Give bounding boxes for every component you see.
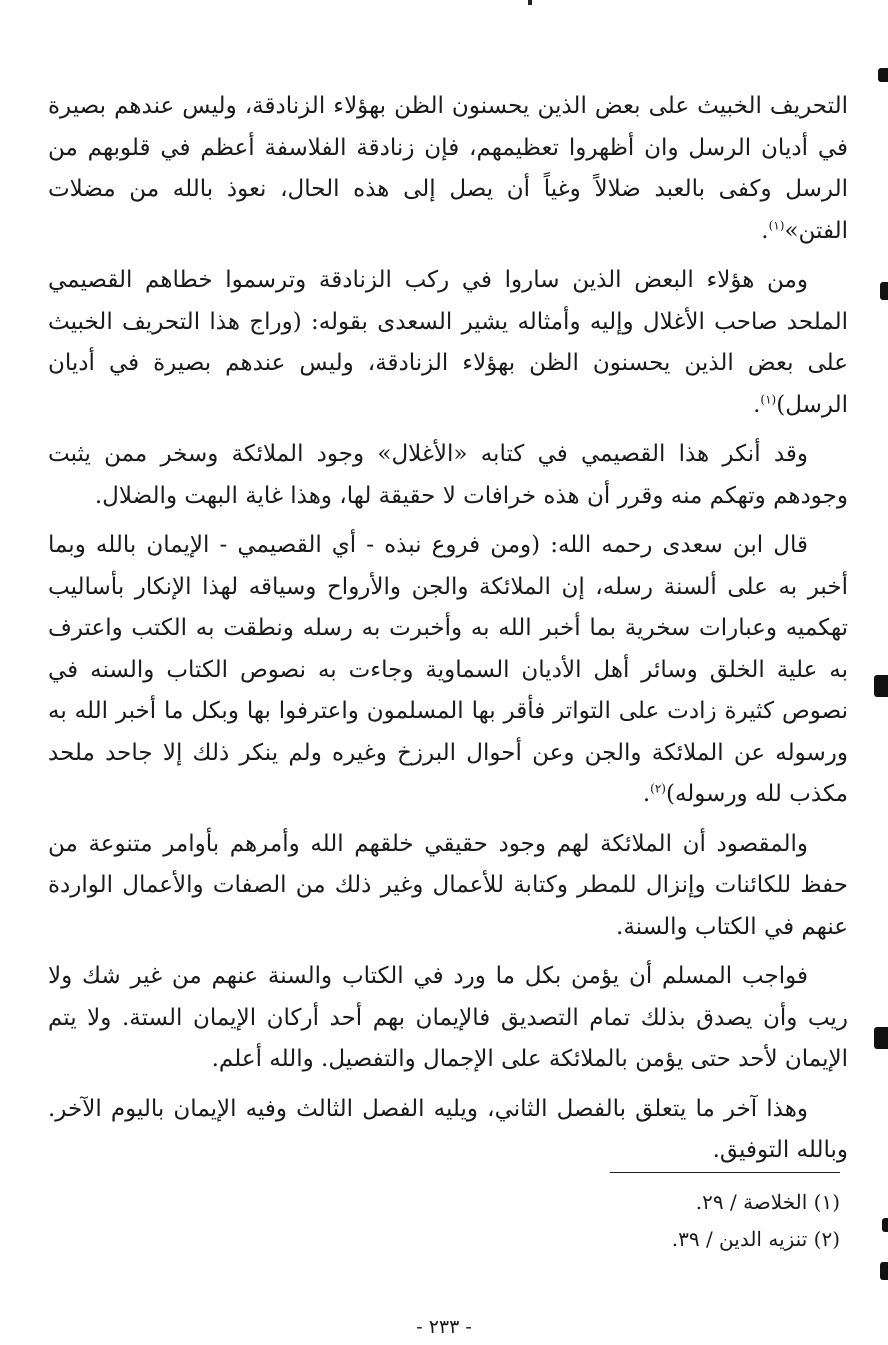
paragraph-5	[48, 824, 848, 949]
top-ink-mark	[528, 0, 532, 5]
paragraph-1-end: .	[761, 217, 769, 244]
paragraph-7	[48, 1089, 848, 1172]
paragraph-6	[48, 956, 848, 1081]
paragraph-4-end: .	[642, 781, 651, 807]
paragraph-2-text: ومن هؤلاء البعض الذين ساروا في ركب الزنادقة وترسموا خطاهم القصيمي الملحد صاحب الأغلال وإليه وأمثاله يشير السعدى بقوله: (وراج هذا التحريف الخبيث على بعض الذين يحسنون الظن بهؤلاء الزنادقة، وليس عندهم بصيرة في أديان الرسل)	[48, 267, 848, 418]
paragraph-3	[48, 434, 848, 517]
footnote-2: (٢) تنزيه الدين / ٣٩.	[671, 1227, 840, 1251]
paragraph-1	[48, 86, 848, 252]
page-number: - ٢٣٣ -	[416, 1316, 472, 1338]
paragraph-7-text: وهذا آخر ما يتعلق بالفصل الثاني، ويليه الفصل الثالث وفيه الإيمان باليوم الآخر. وبالله التوفيق.	[48, 1095, 848, 1163]
margin-ink-mark	[880, 1262, 888, 1280]
body-text	[48, 86, 848, 1180]
paragraph-4-text: قال ابن سعدى رحمه الله: (ومن فروع نبذه - أي القصيمي - الإيمان بالله وبما أخبر به على ألسنة رسله، إن الملائكة والجن والأرواح وسياقه لهذا الإنكار بأساليب تهكميه وعبارات سخرية بما أخبر الله به وأخبرت به رسله ونطقت به الكتب واعترف به علية الخلق وسائر أهل الأديان السماوية وجاءت به نصوص الكتاب والسنه في نصوص كثيرة زادت على التواتر فأقر بها المسلمون واعترفوا بها وبكل ما أخبر الله به ورسوله عن الملائكة والجن وعن أحوال البرزخ وغيره ولم ينكر ذلك إلا جاحد ملحد مكذب لله ورسوله)	[48, 532, 848, 807]
margin-ink-mark	[878, 68, 888, 82]
margin-ink-mark	[874, 675, 888, 697]
footnote-divider	[610, 1172, 840, 1173]
paragraph-3-text: وقد أنكر هذا القصيمي في كتابه «الأغلال» وجود الملائكة وسخر ممن يثبت وجودهم وتهكم منه وقرر أن هذه خرافات لا حقيقة لها، وهذا غاية البهت والضلال.	[48, 441, 848, 509]
footnote-ref-1: (١)	[768, 217, 785, 232]
footnote-ref-3: (٢)	[650, 781, 666, 796]
margin-ink-mark	[880, 282, 888, 300]
paragraph-2-end: .	[753, 391, 761, 418]
footnote-ref-2: (١)	[760, 391, 777, 406]
paragraph-6-text: فواجب المسلم أن يؤمن بكل ما ورد في الكتاب والسنة عنهم من غير شك ولا ريب وأن يصدق بذلك تمام التصديق فالإيمان بهم أحد أركان الإيمان الستة. ولا يتم الإيمان لأحد حتى يؤمن بالملائكة على الإجمال والتفصيل. والله أعلم.	[48, 963, 848, 1072]
margin-ink-mark	[874, 1027, 888, 1049]
paragraph-4	[48, 525, 848, 816]
margin-ink-mark	[882, 1218, 888, 1232]
footnotes	[440, 1184, 840, 1258]
paragraph-5-text: والمقصود أن الملائكة لهم وجود حقيقي خلقهم الله وأمرهم بأوامر متنوعة من حفظ للكائنات وإنزال للمطر وكتابة للأعمال وغير ذلك من الصفات والأعمال الواردة عنهم في الكتاب والسنة.	[48, 830, 848, 940]
paragraph-1-text: التحريف الخبيث على بعض الذين يحسنون الظن بهؤلاء الزنادقة، وليس عندهم بصيرة في أديان الرسل وان أظهروا تعظيمهم، فإن زنادقة الفلاسفة أعظم في قلوبهم من الرسل وكفى بالعبد ضلالاً وغياً أن يصل إلى هذه الحال، نعوذ بالله من مضلات الفتن»	[48, 93, 848, 244]
footnote-1: (١) الخلاصة / ٢٩.	[695, 1190, 840, 1214]
paragraph-2	[48, 260, 848, 426]
